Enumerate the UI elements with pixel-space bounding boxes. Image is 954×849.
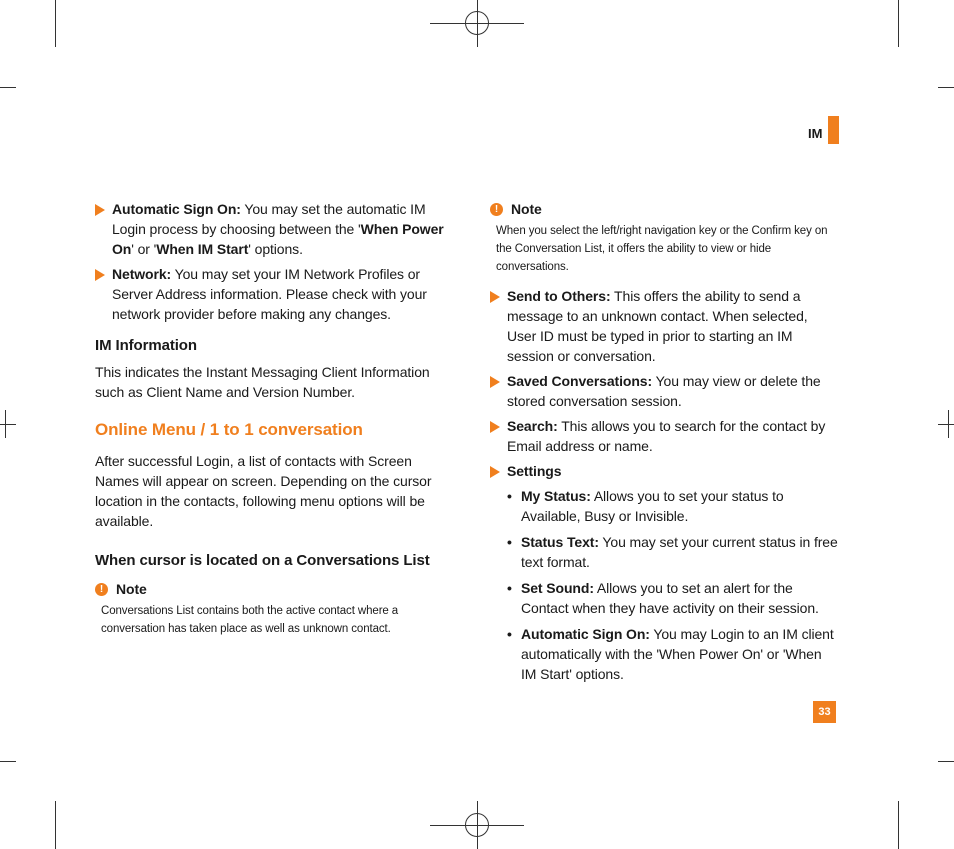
crop-mark [898, 0, 899, 47]
settings-item-label: My Status: [521, 488, 591, 504]
note-label: Note [116, 581, 147, 597]
bullet-search [490, 416, 840, 456]
note-header [490, 199, 840, 219]
page-number: 33 [813, 701, 836, 723]
arrow-bullet-icon [95, 204, 105, 216]
settings-item-text: Allows you to set an alert for the Contact when they have activity on their session. [521, 580, 819, 616]
im-information-heading: IM Information [95, 337, 197, 354]
registration-mark [938, 424, 954, 425]
right-column [490, 199, 840, 690]
bullet-text: This allows you to search for the contact by Email address or name. [507, 418, 826, 454]
bullet-dot-icon: • [507, 626, 512, 642]
section-tab-marker [828, 116, 839, 144]
im-information-text: This indicates the Instant Messaging Client Information such as Client Name and Version Number. [95, 364, 430, 400]
left-column [95, 199, 447, 648]
bullet-dot-icon: • [507, 488, 512, 504]
section-tab-label: IM [808, 126, 823, 141]
settings-item-status-text [490, 532, 840, 572]
arrow-bullet-icon [95, 269, 105, 281]
settings-item-text: Allows you to set your status to Available, Busy or Invisible. [521, 488, 784, 524]
bullet-label: Saved Conversations: [507, 373, 653, 389]
registration-circle [465, 11, 489, 35]
exclamation-icon: ! [490, 203, 503, 216]
exclamation-icon: ! [95, 583, 108, 596]
note-text: Conversations List contains both the active contact where a conversation has taken place as well as unknown contact. [101, 605, 399, 635]
note-label: Note [511, 201, 542, 217]
registration-mark [948, 410, 949, 438]
crop-mark [898, 801, 899, 849]
settings-item-label: Status Text: [521, 534, 599, 550]
bullet-settings [490, 461, 840, 481]
settings-item-text: You may set your current status in free text format. [521, 534, 838, 570]
arrow-bullet-icon [490, 376, 500, 388]
bullet-network [95, 264, 447, 324]
registration-circle [465, 813, 489, 837]
bullet-label: Settings [507, 463, 562, 479]
crop-mark [938, 87, 954, 88]
settings-item-set-sound [490, 578, 840, 618]
settings-item-label: Automatic Sign On: [521, 626, 650, 642]
crop-mark [0, 761, 16, 762]
bullet-label: Search: [507, 418, 558, 434]
settings-item-label: Set Sound: [521, 580, 594, 596]
settings-item-text: You may Login to an IM client automatically with the 'When Power On' or 'When IM Start' options. [521, 626, 834, 682]
arrow-bullet-icon [490, 421, 500, 433]
bullet-automatic-sign-on [95, 199, 447, 259]
settings-item-my-status [490, 486, 840, 526]
bullet-text: This offers the ability to send a message to an unknown contact. When selected, User ID must be typed in prior to starting an IM session or conversation. [507, 288, 808, 364]
bullet-text: You may set the automatic IM Login process by choosing between the ' [112, 201, 426, 237]
settings-item-automatic-sign-on [490, 624, 840, 684]
online-menu-heading: Online Menu / 1 to 1 conversation [95, 420, 363, 439]
crop-mark [938, 761, 954, 762]
cursor-heading: When cursor is located on a Conversations List [95, 552, 430, 569]
arrow-bullet-icon [490, 466, 500, 478]
online-menu-text: After successful Login, a list of contacts with Screen Names will appear on screen. Depending on the cursor location in the contacts, following menu options will be available. [95, 453, 432, 529]
option-when-im-start: When IM Start [156, 241, 249, 257]
option-when-power-on: When Power On [112, 221, 444, 257]
note-text: When you select the left/right navigation key or the Confirm key on the Conversation List, it offers the ability to view or hide conversations. [496, 225, 828, 273]
bullet-dot-icon: • [507, 534, 512, 550]
bullet-text: ' or ' [131, 241, 157, 257]
section-tab [808, 116, 839, 144]
arrow-bullet-icon [490, 291, 500, 303]
bullet-saved-conversations [490, 371, 840, 411]
crop-mark [55, 0, 56, 47]
bullet-text: You may set your IM Network Profiles or Server Address information. Please check with your network provider before making any changes. [112, 266, 427, 322]
crop-mark [55, 801, 56, 849]
bullet-text: ' options. [248, 241, 303, 257]
bullet-label: Send to Others: [507, 288, 611, 304]
registration-mark [0, 424, 16, 425]
bullet-dot-icon: • [507, 580, 512, 596]
bullet-label: Automatic Sign On: [112, 201, 241, 217]
crop-mark [0, 87, 16, 88]
bullet-label: Network: [112, 266, 172, 282]
bullet-send-to-others [490, 286, 840, 366]
note-header [95, 579, 447, 599]
registration-mark [5, 410, 6, 438]
bullet-text: You may view or delete the stored conversation session. [507, 373, 821, 409]
